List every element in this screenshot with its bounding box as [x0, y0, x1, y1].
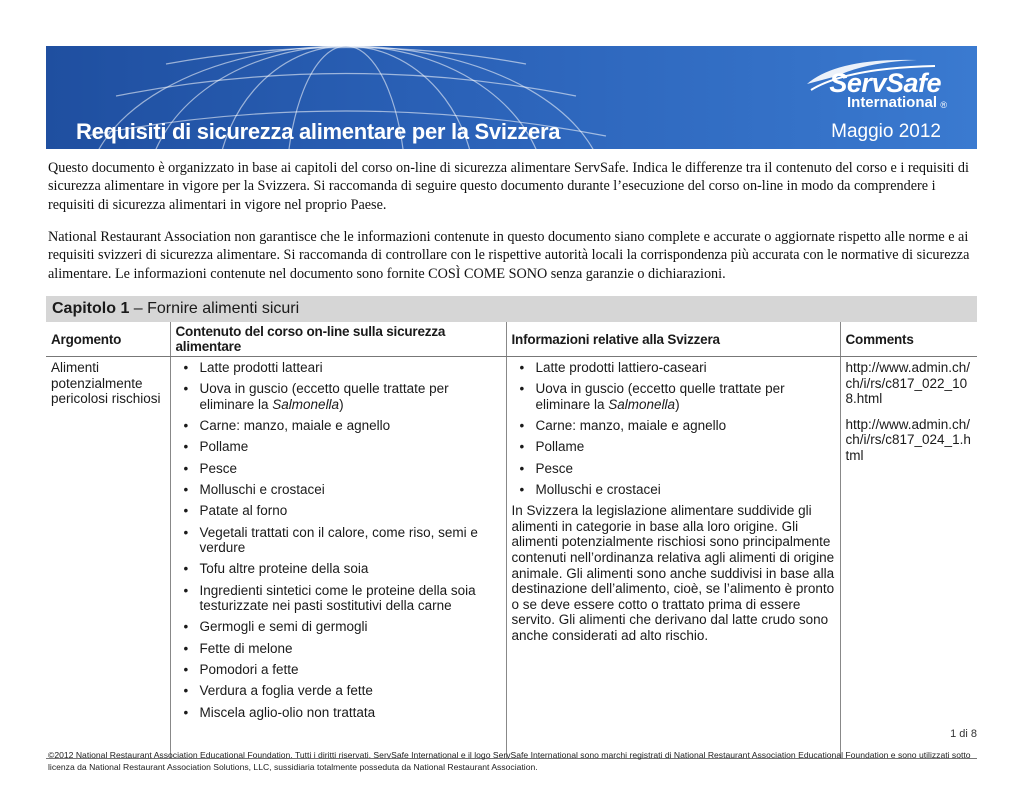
salmonella-text: Salmonella: [608, 396, 676, 412]
copyright-footer: ©2012 National Restaurant Association Educational Foundation. Tutti i diritti riservati. ServSafe International e il logo ServSafe International sono marchi registrati di National Restaurant Association Educational Foundation e sono utilizzati sotto licenza da National Restaurant Association Solutions, LLC, sussidiaria totalmente posseduta da National Restaurant Association.: [48, 750, 971, 772]
header-swiss-info: Informazioni relative alla Svizzera: [506, 322, 840, 357]
list-item: • Ingredienti sintetici come le proteine della soia testurizzate nei pasti sostitutivi della carne: [176, 583, 501, 614]
intro-paragraph-2: National Restaurant Association non garantisce che le informazioni contenute in questo documento siano complete e accurate o aggiornate rispetto alle norme e ai requisiti svizzeri di sicurezza alimentare. Si raccomanda di controllare con le rispettive autorità locali la corrispondenza più accurata con le normative di sicurezza alimentare. Le informazioni contenute nel documento sono fornite COSÌ COME SONO senza garanzie o dichiarazioni.: [48, 229, 970, 282]
list-item: • Molluschi e crostacei: [512, 482, 835, 498]
topic-cell: Alimenti potenzialmente pericolosi rischiosi: [46, 357, 170, 759]
chapter-label: Capitolo 1: [52, 300, 130, 317]
logo-brand: ServSafe: [829, 68, 941, 98]
list-item: • Latte prodotti latteari: [176, 360, 501, 376]
page-number: 1 di 8: [950, 728, 977, 740]
table-header-row: [46, 322, 977, 357]
egg-close: ): [675, 396, 680, 412]
swiss-info-cell: [506, 357, 840, 759]
list-item: • Germogli e semi di germogli: [176, 619, 501, 635]
header-course-content: Contenuto del corso on-line sulla sicurezza alimentare: [170, 322, 506, 357]
intro-paragraph-1: Questo documento è organizzato in base ai capitoli del corso on-line di sicurezza alimentare ServSafe. Indica le differenze tra il contenuto del corso e i requisiti di sicurezza alimentare in vigore per la Svizzera. Si raccomanda di seguire questo documento durante l’esecuzione del corso on-line in modo da comprendere i requisiti di sicurezza alimentari in vigore nel proprio Paese.: [48, 160, 969, 213]
egg-text: Uova in guscio (eccetto quelle trattate per eliminare la: [535, 381, 785, 412]
servsafe-logo: [797, 54, 947, 116]
list-item: • Pesce: [512, 461, 835, 477]
list-item: • Pomodori a fette: [176, 662, 501, 678]
swiss-note: In Svizzera la legislazione alimentare suddivide gli alimenti in categorie in base alla loro origine. Gli alimenti potenzialmente rischiosi sono principalmente contenuti nell’ordinanza relativa agli alimenti di origine animale. Gli alimenti sono anche suddivisi in base alla destinazione dell’alimento, cioè, se l’alimento è pronto o se deve essere cotto o trattato prima di essere servito. Gli alimenti che derivano dal latte crudo sono anche considerati ad alto rischio.: [511, 503, 835, 644]
list-item: [176, 381, 501, 412]
comment-link[interactable]: http://www.admin.ch/ch/i/rs/c817_024_1.html: [845, 416, 971, 463]
logo-subtitle: International: [846, 94, 937, 111]
list-item: • Fette di melone: [176, 641, 501, 657]
comments-cell: [840, 357, 977, 759]
chapter-heading: [46, 296, 977, 322]
list-item: • Latte prodotti lattiero-caseari: [512, 360, 835, 376]
swiss-items-list: [512, 360, 835, 497]
requirements-table: [46, 322, 977, 759]
chapter-title: – Fornire alimenti sicuri: [129, 300, 300, 317]
page-title: Requisiti di sicurezza alimentare per la Svizzera: [76, 119, 561, 144]
list-item: • Vegetali trattati con il calore, come riso, semi e verdure: [176, 525, 501, 556]
list-item: • Miscela aglio-olio non trattata: [176, 705, 501, 721]
header-comments: Comments: [840, 322, 977, 357]
list-item: • Patate al forno: [176, 503, 501, 519]
course-items-list: [176, 360, 501, 720]
document-date: Maggio 2012: [831, 121, 941, 142]
list-item: • Molluschi e crostacei: [176, 482, 501, 498]
header-banner: [46, 46, 977, 149]
list-item: • Verdura a foglia verde a fette: [176, 683, 501, 699]
comment-link[interactable]: http://www.admin.ch/ch/i/rs/c817_022_108.html: [845, 360, 971, 406]
table-row: [46, 357, 977, 759]
salmonella-text: Salmonella: [272, 396, 340, 412]
header-topic: Argomento: [46, 322, 170, 357]
course-content-cell: [170, 357, 506, 759]
egg-close: ): [339, 396, 344, 412]
egg-text: Uova in guscio (eccetto quelle trattate per eliminare la: [199, 381, 449, 412]
list-item: • Pollame: [512, 439, 835, 455]
list-item: • Pollame: [176, 439, 501, 455]
list-item: [512, 381, 835, 412]
registered-mark: ®: [940, 100, 947, 110]
list-item: • Pesce: [176, 461, 501, 477]
list-item: • Carne: manzo, maiale e agnello: [176, 418, 501, 434]
list-item: • Tofu altre proteine della soia: [176, 561, 501, 577]
list-item: • Carne: manzo, maiale e agnello: [512, 418, 835, 434]
